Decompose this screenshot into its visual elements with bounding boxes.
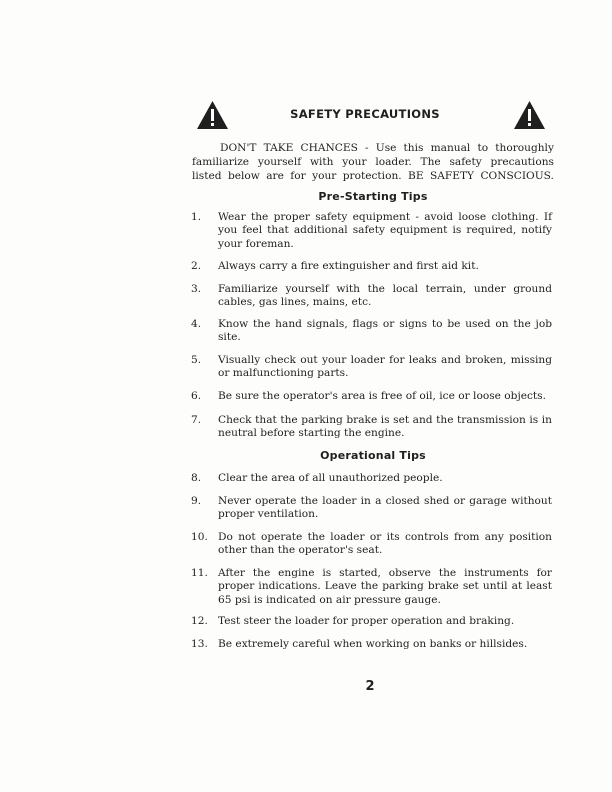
page-title: SAFETY PRECAUTIONS bbox=[290, 107, 440, 121]
list-item bbox=[191, 318, 555, 345]
section-heading-pre-starting: Pre-Starting Tips bbox=[318, 190, 428, 203]
intro-word: CHANCES bbox=[300, 142, 358, 154]
item-number: 2. bbox=[191, 260, 202, 272]
list-item bbox=[191, 638, 555, 651]
intro-word: are bbox=[266, 170, 284, 182]
item-text: Clear the area of all unauthorized people. bbox=[218, 472, 443, 484]
item-number: 12. bbox=[191, 615, 208, 627]
item-text: Test steer the loader for proper operation and braking. bbox=[218, 615, 515, 627]
item-number: 6. bbox=[191, 390, 202, 402]
list-item bbox=[191, 615, 555, 628]
intro-word: below bbox=[227, 170, 260, 182]
intro-word: familiarize bbox=[192, 156, 250, 168]
list-item bbox=[191, 495, 555, 522]
intro-word: thoroughly bbox=[495, 142, 554, 154]
intro-word: your bbox=[342, 156, 367, 168]
item-number: 13. bbox=[191, 638, 208, 650]
intro-word: - bbox=[365, 142, 369, 154]
list-item bbox=[191, 567, 555, 607]
item-text: Visually check out your loader for leaks and broken, missing or malfunctioning parts. bbox=[218, 354, 552, 380]
list-item bbox=[191, 390, 555, 403]
intro-line bbox=[192, 155, 554, 169]
item-number: 7. bbox=[191, 414, 202, 426]
intro-word: to bbox=[477, 142, 489, 154]
item-text: Familiarize yourself with the local terrain, under ground cables, gas lines, mains, etc. bbox=[218, 283, 552, 309]
intro-line bbox=[192, 141, 554, 155]
section-heading-operational: Operational Tips bbox=[320, 449, 426, 462]
item-text: Be extremely careful when working on banks or hillsides. bbox=[218, 638, 528, 650]
item-number: 5. bbox=[191, 354, 202, 366]
intro-word: for bbox=[290, 170, 306, 182]
intro-word: your bbox=[312, 170, 337, 182]
intro-word: BE bbox=[408, 170, 424, 182]
item-number: 1. bbox=[191, 211, 202, 223]
intro-word: safety bbox=[449, 156, 482, 168]
item-text: Be sure the operator's area is free of oil, ice or loose objects. bbox=[218, 390, 546, 402]
intro-word: Use bbox=[375, 142, 397, 154]
item-text: Know the hand signals, flags or signs to be used on the job site. bbox=[218, 318, 552, 344]
item-text: Always carry a fire extinguisher and first aid kit. bbox=[218, 260, 479, 272]
item-text: After the engine is started, observe the instruments for proper indications. Leave the parking brake set until at least 65 psi is indicated on air pressure gauge. bbox=[218, 567, 552, 606]
list-item bbox=[191, 260, 555, 273]
intro-word: yourself bbox=[257, 156, 302, 168]
item-number: 4. bbox=[191, 318, 202, 330]
intro-word: The bbox=[420, 156, 441, 168]
item-text: Wear the proper safety equipment - avoid loose clothing. If you feel that additional safety equipment is required, notify your foreman. bbox=[218, 211, 552, 250]
intro-word: precautions bbox=[490, 156, 554, 168]
list-item bbox=[191, 211, 555, 251]
intro-word: with bbox=[309, 156, 334, 168]
intro-word: manual bbox=[430, 142, 471, 154]
list-item bbox=[191, 472, 555, 485]
item-number: 10. bbox=[191, 531, 208, 543]
list-item bbox=[191, 354, 555, 381]
intro-line bbox=[192, 169, 554, 183]
item-number: 11. bbox=[191, 567, 208, 579]
page-number: 2 bbox=[365, 679, 375, 694]
intro-paragraph bbox=[192, 141, 554, 183]
intro-word: SAFETY bbox=[429, 170, 475, 182]
intro-word: this bbox=[403, 142, 424, 154]
list-item bbox=[191, 283, 555, 310]
list-item bbox=[191, 531, 555, 558]
intro-word: protection. bbox=[342, 170, 402, 182]
item-number: 3. bbox=[191, 283, 202, 295]
item-text: Do not operate the loader or its controls from any position other than the operator's seat. bbox=[218, 531, 552, 557]
warning-triangle-icon bbox=[513, 100, 546, 130]
intro-word: TAKE bbox=[263, 142, 294, 154]
intro-word: CONSCIOUS. bbox=[480, 170, 554, 182]
item-number: 9. bbox=[191, 495, 202, 507]
list-item bbox=[191, 414, 555, 441]
warning-triangle-icon bbox=[196, 100, 229, 130]
intro-word: listed bbox=[192, 170, 222, 182]
intro-word: loader. bbox=[375, 156, 412, 168]
item-text: Never operate the loader in a closed shed or garage without proper ventilation. bbox=[218, 495, 552, 521]
item-text: Check that the parking brake is set and the transmission is in neutral before starting the engine. bbox=[218, 414, 552, 440]
intro-word: DON'T bbox=[220, 142, 257, 154]
item-number: 8. bbox=[191, 472, 202, 484]
